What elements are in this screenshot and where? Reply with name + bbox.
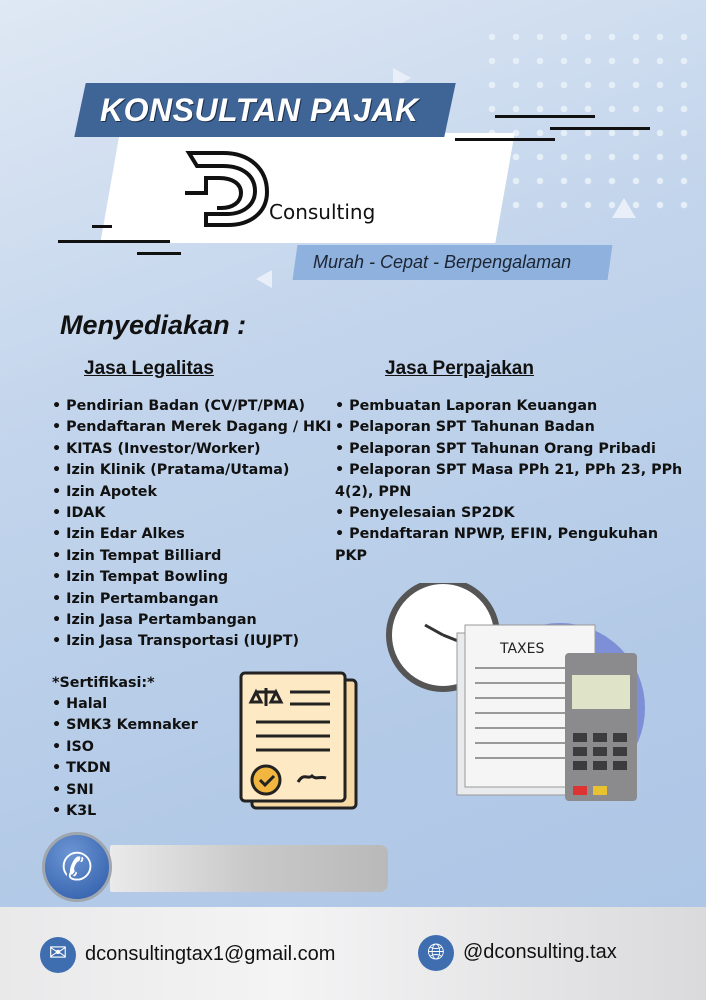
d-consulting-logo xyxy=(183,148,273,228)
phone-icon: ✆ xyxy=(42,832,112,902)
list-item: • Pendaftaran Merek Dagang / HKI xyxy=(52,417,331,438)
list-item: • Izin Edar Alkes xyxy=(52,524,331,545)
divider xyxy=(137,252,181,255)
list-item: • Izin Tempat Bowling xyxy=(52,567,331,588)
list-item: • Izin Jasa Pertambangan xyxy=(52,610,331,631)
list-item: • Penyelesaian SP2DK xyxy=(335,503,695,524)
perpajakan-list xyxy=(335,396,695,567)
decorative-dots xyxy=(480,25,690,225)
legalitas-list xyxy=(52,396,331,653)
list-item: • SNI xyxy=(52,780,198,801)
email-address[interactable]: dconsultingtax1@gmail.com xyxy=(85,943,336,965)
divider xyxy=(550,127,650,130)
triangle-decoration xyxy=(256,270,272,288)
list-item: • SMK3 Kemnaker xyxy=(52,715,198,736)
list-item: • Izin Pertambangan xyxy=(52,589,331,610)
email-icon: ✉ xyxy=(40,937,76,973)
sertifikasi-title: *Sertifikasi:* xyxy=(52,675,155,691)
list-item: • Izin Tempat Billiard xyxy=(52,546,331,567)
divider xyxy=(455,138,555,141)
divider xyxy=(92,225,112,228)
list-item: • Halal xyxy=(52,694,198,715)
list-item: • TKDN xyxy=(52,758,198,779)
list-item: • KITAS (Investor/Worker) xyxy=(52,439,331,460)
triangle-decoration xyxy=(612,198,636,218)
taxes-label: TAXES xyxy=(500,641,545,657)
tax-illustration xyxy=(385,583,645,818)
list-item: • Pelaporan SPT Tahunan Badan xyxy=(335,417,695,438)
list-item: • K3L xyxy=(52,801,198,822)
divider xyxy=(58,240,170,243)
perpajakan-heading: Jasa Perpajakan xyxy=(385,358,534,379)
globe-icon: 🌐︎ xyxy=(418,935,454,971)
list-item: • Pelaporan SPT Tahunan Orang Pribadi xyxy=(335,439,695,460)
list-item: • ISO xyxy=(52,737,198,758)
list-item: • Pendirian Badan (CV/PT/PMA) xyxy=(52,396,331,417)
sertifikasi-list xyxy=(52,694,198,822)
divider xyxy=(495,115,595,118)
list-item: • Izin Jasa Transportasi (IUJPT) xyxy=(52,631,331,652)
list-item: • Izin Klinik (Pratama/Utama) xyxy=(52,460,331,481)
list-item: • Pembuatan Laporan Keuangan xyxy=(335,396,695,417)
list-item: • Pelaporan SPT Masa PPh 21, PPh 23, PPh 4(2), PPN xyxy=(335,460,695,503)
page-title: KONSULTAN PAJAK xyxy=(100,92,419,128)
phone-number-bar xyxy=(110,845,388,892)
list-item: • Pendaftaran NPWP, EFIN, Pengukuhan PKP xyxy=(335,524,695,567)
brand-name: Consulting xyxy=(269,200,376,224)
certificate-icon xyxy=(238,670,360,810)
tagline: Murah - Cepat - Berpengalaman xyxy=(313,252,572,272)
list-item: • IDAK xyxy=(52,503,331,524)
social-handle[interactable]: @dconsulting.tax xyxy=(463,941,617,963)
legalitas-heading: Jasa Legalitas xyxy=(84,358,214,379)
logo-panel xyxy=(100,133,514,243)
list-item: • Izin Apotek xyxy=(52,482,331,503)
services-heading: Menyediakan : xyxy=(60,310,247,340)
